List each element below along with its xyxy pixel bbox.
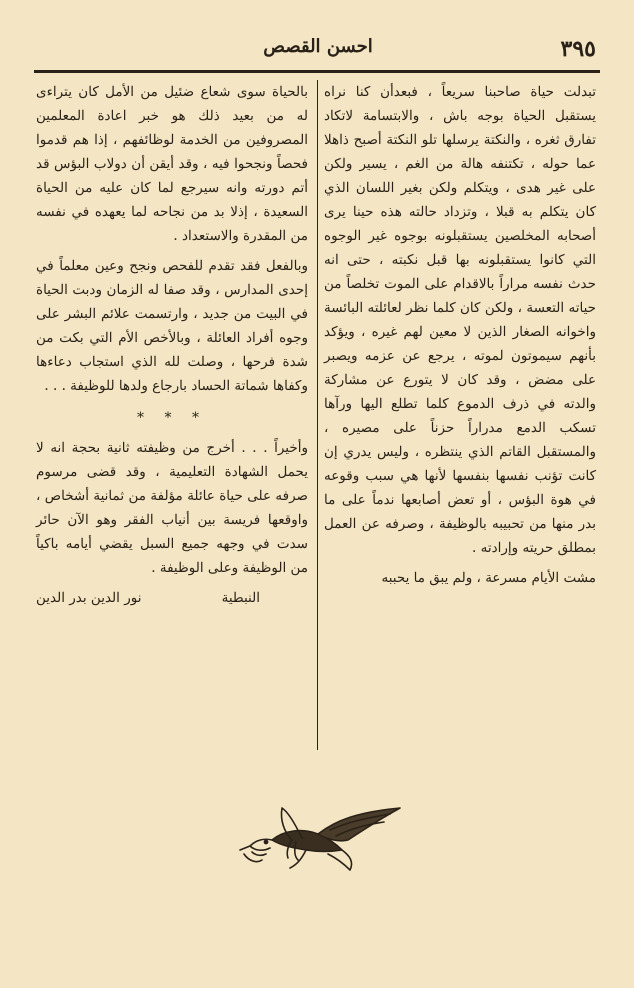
right-column [324,80,596,760]
right-paragraph-1: تبدلت حياة صاحبنا سريعاً ، فبعدأن كنا نراه يستقبل الحياة بوجه باش ، والابتسامة لاتكاد تفارق ثغره ، والنكتة يرسلها تلو النكتة أصبح ذاهلا عما حوله ، تكتنفه هالة من الغم ، يسير ولكن على غير هدى ، ويتكلم ولكن بغير اللسان الذي كان يتكلم به قبلا ، وتزداد حالته هذه حينا يرى أصحابه المخلصين يستقبلونه بوجوه غير الوجوه التي كانوا يستقبلونه بها قبل نكبته ، حتى انه حدث نفسه مراراً بالاقدام على الموت تخلصاً من حياته التعسة ، ولكن كان كلما نظر لعائلته البائسة واخوانه الصغار الذين لا معين لهم غيره ، ويؤكد بأنهم سيموتون لموته ، يرجع عن عزمه ويصبر على مضض ، وقد كان لا يتورع عن مشاركة والدته في ذرف الدموع كلما تطلع اليها ورآها تسكب الدمع مدراراً حزناً على مصيره ، والمستقبل القاتم الذي ينتظره ، وليس يدري إن كانت تؤنب نفسها بنفسها لأنها هي سبب وقوعه في هوة البؤس ، أو تعض أصابعها ندماً على ما بدر منها من تحبيبه بالوظيفة ، وصرفه عن العمل بمطلق حريته وإرادته . [324,84,596,556]
signature-place: النبطية [221,590,260,606]
left-paragraph-2: وبالفعل فقد تقدم للفحص ونجح وعين معلماً في إحدى المدارس ، وقد صفا له الزمان ودبت الحياة في البيت من جديد ، وارتسمت علائم البشر على وجوه أفراد العائلة ، وبالأخص الأم التي بكت من شدة فرحها ، وصلت لله الذي استجاب دعاءها وكفاها شماتة الحساد بارجاع ولدها للوظيفة . . . [36,258,308,394]
section-separator: * * * [137,410,207,426]
signature-line [36,586,308,610]
running-title: احسن القصص [263,36,373,57]
bird-ornament-icon [232,800,408,880]
header-rule [34,70,600,73]
left-column [36,80,308,760]
page-number: ٣٩٥ [560,36,596,62]
column-divider [317,80,318,750]
right-paragraph-2: مشت الأيام مسرعة ، ولم يبق ما يحببه [381,570,596,586]
left-paragraph-1: بالحياة سوى شعاع ضئيل من الأمل كان يتراءى له من بعيد ذلك هو خبر اعادة المعلمين المصروفين من الخدمة لوظائفهم ، إذا هم قدموا فحصاً ونجحوا فيه ، وقد أيقن أن دولاب البؤس قد أتم دورته وانه سيرجع لما كان عليه من الحياة السعيدة ، إذلا بد من نجاحه لما يعهده في نفسه من المقدرة والاستعداد . [36,84,308,244]
page-header [40,36,596,66]
left-paragraph-3: وأخيراً . . . أخرج من وظيفته ثانية بحجة انه لا يحمل الشهادة التعليمية ، وقد قضى مرسوم صرفه على حياة عائلة مؤلفة من ثمانية أشخاص ، واوقعها فريسة بين أنياب الفقر وهو الآن حائر سدت في وجهه جميع السبل يقضي أيامه باكياً من الوظيفة وعلى الوظيفة . [36,440,308,576]
signature-author: نور الدين بدر الدين [36,590,142,606]
